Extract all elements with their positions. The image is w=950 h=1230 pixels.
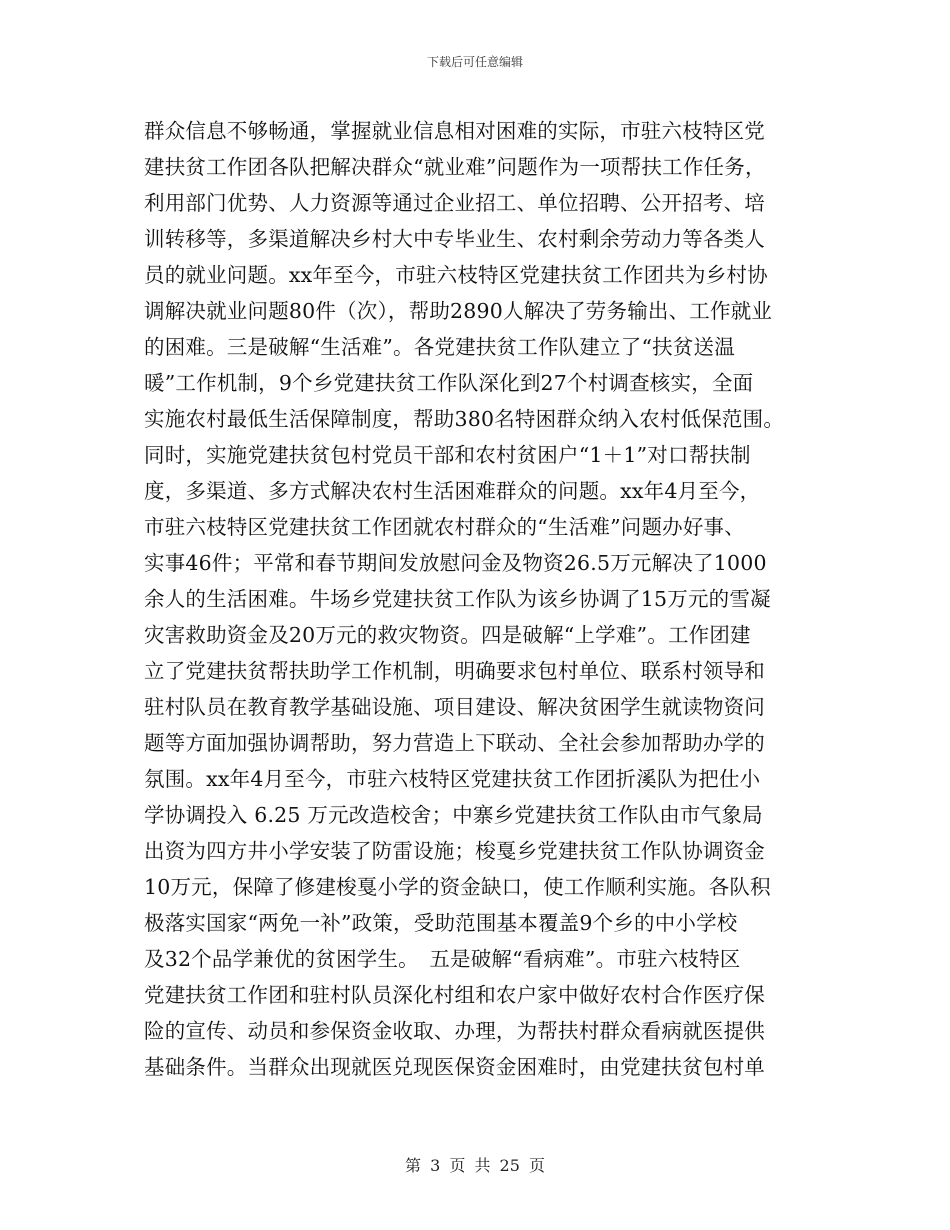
- body-line: 实事46件；平常和春节期间发放慰问金及物资26.5万元解决了1000: [144, 551, 767, 575]
- body-line: 出资为四方井小学安装了防雷设施；梭戛乡党建扶贫工作队协调资金: [144, 839, 765, 863]
- body-line: 极落实国家“两免一补”政策，受助范围基本覆盖9个乡的中小学校: [144, 911, 738, 935]
- body-line: 群众信息不够畅通，掌握就业信息相对困难的实际，市驻六枝特区党: [144, 119, 765, 143]
- body-line: 训转移等，多渠道解决乡村大中专毕业生、农村剩余劳动力等各类人: [144, 227, 765, 251]
- body-line: 建扶贫工作团各队把解决群众“就业难”问题作为一项帮扶工作任务，: [144, 155, 766, 179]
- body-line: 的困难。三是破解“生活难”。各党建扶贫工作队建立了“扶贫送温: [144, 335, 735, 359]
- body-line: 暖”工作机制，9个乡党建扶贫工作队深化到27个村调查核实，全面: [144, 371, 754, 395]
- body-line: 及32个品学兼优的贫困学生。 五是破解“看病难”。市驻六枝特区: [144, 947, 741, 971]
- page-footer: 第 3 页 共 25 页: [405, 1156, 545, 1175]
- body-line: 余人的生活困难。牛场乡党建扶贫工作队为该乡协调了15万元的雪凝: [144, 587, 771, 611]
- body-line: 灾害救助资金及20万元的救灾物资。四是破解“上学难”。工作团建: [144, 623, 751, 647]
- body-line: 员的就业问题。xx年至今，市驻六枝特区党建扶贫工作团共为乡村协: [144, 263, 768, 287]
- body-line: 驻村队员在教育教学基础设施、项目建设、解决贫困学生就读物资问: [144, 695, 765, 719]
- body-line: 党建扶贫工作团和驻村队员深化村组和农户家中做好农村合作医疗保: [144, 983, 765, 1007]
- document-body: [144, 113, 814, 1085]
- body-line: 题等方面加强协调帮助，努力营造上下联动、全社会参加帮助办学的: [144, 731, 765, 755]
- page-header: 下载后可任意编辑: [426, 55, 523, 69]
- body-line: 险的宣传、动员和参保资金收取、办理，为帮扶村群众看病就医提供: [144, 1019, 765, 1043]
- body-line: 立了党建扶贫帮扶助学工作机制，明确要求包村单位、联系村领导和: [144, 659, 765, 683]
- body-line: 氛围。xx年4月至今，市驻六枝特区党建扶贫工作团折溪队为把仕小: [144, 767, 761, 791]
- body-line: 度，多渠道、多方式解决农村生活困难群众的问题。xx年4月至今，: [144, 479, 761, 503]
- body-line: 学协调投入 6.25 万元改造校舍；中寨乡党建扶贫工作队由市气象局: [144, 803, 763, 827]
- body-line: 10万元，保障了修建梭戛小学的资金缺口，使工作顺利实施。各队积: [144, 875, 771, 899]
- body-line: 同时，实施党建扶贫包村党员干部和农村贫困户“1＋1”对口帮扶制: [144, 443, 751, 467]
- body-line: 基础条件。当群众出现就医兑现医保资金困难时，由党建扶贫包村单: [144, 1055, 765, 1079]
- body-line: 利用部门优势、人力资源等通过企业招工、单位招聘、公开招考、培: [144, 191, 765, 215]
- body-line: 调解决就业问题80件（次），帮助2890人解决了劳务输出、工作就业: [144, 299, 773, 323]
- body-line: 市驻六枝特区党建扶贫工作团就农村群众的“生活难”问题办好事、: [144, 515, 745, 539]
- body-line: 实施农村最低生活保障制度，帮助380名特困群众纳入农村低保范围。: [144, 407, 785, 431]
